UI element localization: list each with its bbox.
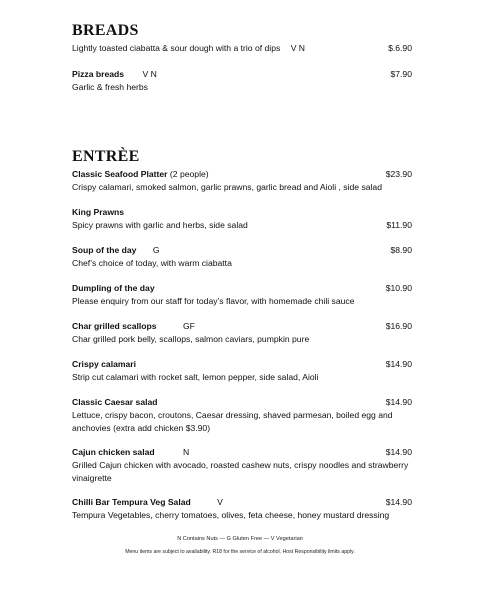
menu-item-dumpling-of-the-day — [72, 282, 412, 308]
item-price: $23.90 — [385, 169, 412, 179]
menu-item-cajun-chicken-salad — [72, 446, 412, 485]
item-price: $14.90 — [385, 397, 412, 407]
dietary-tags: N — [183, 447, 190, 457]
item-price: $14.90 — [385, 447, 412, 457]
menu-item-classic-caesar-salad — [72, 396, 412, 435]
item-serving-note: (2 people) — [167, 169, 209, 179]
item-description: Char grilled pork belly, scallops, salmon caviars, pumpkin pure — [72, 334, 310, 344]
dietary-tags: V N — [142, 69, 157, 79]
item-description: Crispy calamari, smoked salmon, garlic prawns, garlic bread and Aioli , side salad — [72, 182, 382, 192]
menu-item-bread-trio — [72, 42, 412, 55]
item-price: $16.90 — [385, 321, 412, 331]
item-name: Soup of the day — [72, 245, 137, 255]
availability-note: Menu items are subject to availability. R18 for the service of alcohol. Host Responsibility limits apply. — [125, 549, 355, 555]
dietary-legend: N Contains Nuts — G Gluten Free — V Vegetarian — [177, 536, 303, 542]
menu-item-tempura-veg-salad — [72, 496, 412, 522]
item-description: Strip cut calamari with rocket salt, lemon pepper, side salad, Aioli — [72, 372, 319, 382]
item-description: Lightly toasted ciabatta & sour dough with a trio of dips — [72, 43, 281, 53]
menu-item-pizza-breads — [72, 68, 412, 94]
item-name: Chilli Bar Tempura Veg Salad — [72, 497, 191, 507]
item-price: $11.90 — [386, 220, 412, 230]
item-price: $14.90 — [385, 497, 412, 507]
item-name: Classic Seafood Platter — [72, 169, 168, 179]
item-description: Chef’s choice of today, with warm ciabatta — [72, 258, 232, 268]
item-price: $.6.90 — [388, 43, 412, 53]
item-name: Classic Caesar salad — [72, 397, 158, 407]
item-description: Please enquiry from our staff for today’s flavor, with homemade chili sauce — [72, 296, 355, 306]
section-title-entree: ENTRÈE — [72, 148, 140, 165]
dietary-tags: GF — [182, 321, 195, 331]
dietary-tags: V N — [290, 43, 306, 53]
menu-item-king-prawns — [72, 206, 412, 232]
item-name: Dumpling of the day — [72, 283, 155, 293]
menu-item-soup-of-the-day — [72, 244, 412, 270]
item-name: Pizza breads — [72, 69, 125, 79]
section-title-breads: BREADS — [72, 22, 139, 39]
menu-item-crispy-calamari — [72, 358, 412, 384]
item-name: Char grilled scallops — [72, 321, 157, 331]
item-name: Cajun chicken salad — [72, 447, 155, 457]
item-description: Tempura Vegetables, cherry tomatoes, olives, feta cheese, honey mustard dressing — [72, 510, 390, 520]
item-description: Spicy prawns with garlic and herbs, side salad — [72, 220, 248, 230]
dietary-tags: G — [152, 245, 160, 255]
item-price: $10.90 — [385, 283, 412, 293]
item-name: King Prawns — [72, 207, 125, 217]
item-price: $14.90 — [385, 359, 412, 369]
item-description: Garlic & fresh herbs — [72, 82, 148, 92]
menu-item-seafood-platter — [72, 168, 412, 194]
item-description: Grilled Cajun chicken with avocado, roasted cashew nuts, crispy noodles and strawberry vinaigrette — [72, 460, 409, 483]
dietary-tags: V — [217, 497, 223, 507]
item-name: Crispy calamari — [72, 359, 137, 369]
item-price: $7.90 — [390, 69, 412, 79]
item-description: Lettuce, crispy bacon, croutons, Caesar dressing, shaved parmesan, boiled egg and anchovies (extra add chicken $3.90) — [72, 410, 393, 433]
item-price: $8.90 — [390, 245, 412, 255]
menu-item-char-grilled-scallops — [72, 320, 412, 346]
